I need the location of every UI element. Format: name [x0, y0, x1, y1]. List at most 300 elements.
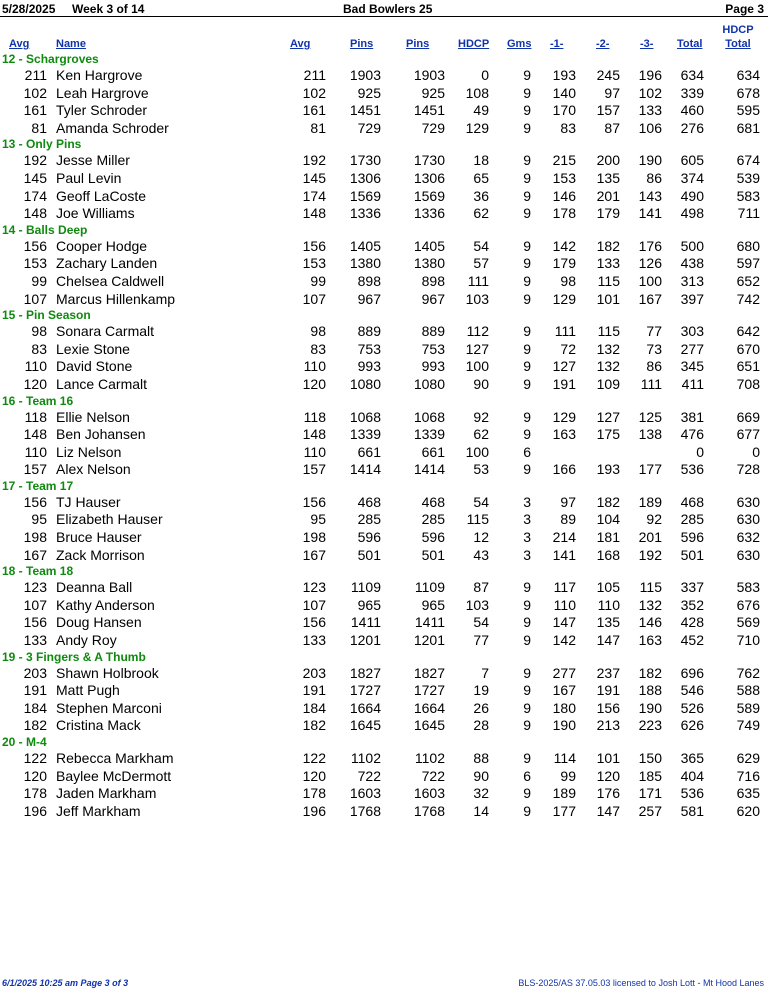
player-pins-2: 1903	[413, 67, 445, 83]
player-game-3: 163	[638, 632, 662, 649]
player-game-2: 245	[596, 67, 620, 83]
player-row	[0, 803, 768, 821]
player-avg-2: 156	[302, 237, 326, 254]
player-hdcp: 127	[465, 340, 489, 357]
player-games: 9	[523, 664, 531, 681]
player-hdcp-total: 711	[737, 205, 760, 222]
player-hdcp: 90	[473, 375, 489, 392]
player-hdcp-total: 742	[736, 290, 760, 307]
player-row	[0, 85, 768, 103]
player-pins: 967	[357, 290, 381, 307]
player-row	[0, 67, 768, 85]
player-row	[0, 205, 768, 223]
header-divider	[0, 16, 768, 17]
player-name: Paul Levin	[56, 169, 122, 186]
player-hdcp-total: 634	[736, 67, 760, 83]
player-game-3: 182	[638, 664, 662, 681]
player-game-1: 142	[552, 237, 576, 254]
player-game-1: 114	[553, 750, 576, 766]
col-header-name: Name	[56, 38, 86, 50]
player-total: 536	[680, 461, 704, 478]
player-game-2: 120	[596, 767, 620, 784]
player-game-2: 147	[596, 632, 620, 649]
player-pins-2: 468	[421, 493, 445, 510]
player-avg-2: 156	[302, 614, 326, 631]
player-game-2: 105	[596, 579, 620, 596]
player-pins-2: 1306	[413, 169, 445, 186]
player-game-3: 146	[638, 614, 662, 631]
player-game-1: 147	[552, 614, 576, 631]
player-hdcp-total: 635	[736, 785, 760, 802]
player-hdcp-total: 589	[736, 699, 760, 716]
player-game-1: 83	[560, 119, 576, 136]
player-pins: 925	[357, 84, 381, 101]
player-avg-2: 99	[310, 272, 326, 289]
player-pins: 1102	[350, 750, 381, 766]
player-avg: 110	[24, 443, 47, 460]
team-section	[0, 223, 768, 308]
player-name: Leah Hargrove	[56, 84, 149, 101]
player-games: 9	[523, 102, 531, 119]
player-avg-2: 178	[302, 785, 326, 802]
player-name: Ben Johansen	[56, 426, 146, 443]
player-total: 365	[680, 750, 704, 766]
player-hdcp-total: 651	[736, 358, 760, 375]
player-name: Cristina Mack	[56, 717, 141, 734]
player-pins: 898	[357, 272, 381, 289]
player-hdcp-total: 708	[736, 375, 760, 392]
player-pins: 753	[357, 340, 381, 357]
player-pins-2: 1451	[413, 102, 445, 119]
col-header-total: Total	[677, 38, 703, 50]
player-avg-2: 203	[302, 664, 326, 681]
player-total: 626	[680, 717, 704, 734]
player-hdcp: 0	[481, 67, 489, 83]
player-total: 285	[680, 511, 704, 528]
player-avg: 203	[23, 664, 47, 681]
player-avg-2: 118	[303, 408, 326, 425]
player-game-2: 101	[596, 750, 620, 766]
player-avg: 211	[24, 67, 47, 83]
player-avg-2: 174	[302, 187, 326, 204]
player-row	[0, 102, 768, 120]
player-total: 404	[680, 767, 704, 784]
report-header	[0, 0, 768, 16]
player-pins-2: 1405	[413, 237, 445, 254]
player-avg-2: 107	[302, 290, 326, 307]
player-game-1: 129	[552, 290, 576, 307]
player-game-2: 182	[596, 237, 620, 254]
player-avg-2: 211	[303, 67, 326, 83]
player-game-1: 166	[552, 461, 576, 478]
player-pins: 1380	[349, 255, 381, 272]
player-game-1: 215	[552, 152, 576, 169]
player-total: 381	[680, 408, 704, 425]
league-title: Bad Bowlers 25	[343, 2, 433, 16]
player-game-2: 133	[596, 255, 620, 272]
player-game-1: 178	[552, 205, 576, 222]
team-title: 13 - Only Pins	[2, 137, 82, 152]
player-avg: 107	[23, 596, 47, 613]
player-hdcp-total: 583	[736, 187, 760, 204]
player-avg-2: 167	[302, 546, 326, 563]
player-row	[0, 341, 768, 359]
player-game-3: 106	[638, 119, 662, 136]
player-games: 9	[523, 237, 531, 254]
player-total: 277	[680, 340, 704, 357]
player-avg-2: 102	[302, 84, 326, 101]
report-footer	[0, 978, 768, 991]
team-section	[0, 650, 768, 735]
player-pins: 722	[357, 767, 381, 784]
player-game-3: 115	[639, 579, 662, 596]
team-title: 20 - M-4	[2, 735, 47, 749]
player-game-1: 180	[552, 699, 576, 716]
player-games: 3	[523, 546, 531, 563]
player-game-2: 115	[597, 323, 620, 340]
player-row	[0, 632, 768, 650]
player-name: Cooper Hodge	[56, 237, 148, 254]
player-game-2: 156	[596, 699, 620, 716]
player-game-1: 214	[552, 529, 576, 546]
report-week: Week 3 of 14	[72, 2, 145, 16]
player-pins: 1727	[349, 682, 381, 699]
player-pins-2: 889	[421, 323, 445, 340]
player-total: 0	[696, 443, 704, 460]
player-game-1: 140	[552, 84, 576, 101]
team-title: 14 - Balls Deep	[2, 222, 88, 237]
player-name: Ellie Nelson	[56, 408, 130, 425]
player-pins-2: 661	[421, 443, 445, 460]
player-pins: 661	[357, 443, 381, 460]
player-pins: 1336	[349, 205, 381, 222]
player-hdcp-total: 669	[736, 408, 760, 425]
player-avg: 95	[31, 511, 47, 528]
player-avg: 167	[23, 546, 47, 563]
report-date: 5/28/2025	[2, 2, 56, 16]
player-pins: 1405	[349, 237, 381, 254]
player-game-2: 176	[596, 785, 620, 802]
player-game-2: 168	[596, 546, 620, 563]
player-avg: 196	[23, 802, 47, 819]
player-pins: 1768	[349, 802, 381, 819]
col-header-games: Gms	[507, 38, 532, 50]
player-total: 276	[680, 119, 704, 136]
player-hdcp-total: 678	[736, 84, 760, 101]
player-game-3: 188	[638, 682, 662, 699]
player-hdcp: 111	[467, 272, 489, 289]
player-pins-2: 967	[421, 290, 445, 307]
player-name: Matt Pugh	[56, 682, 120, 699]
player-hdcp: 112	[466, 323, 489, 340]
player-hdcp-total: 716	[736, 767, 760, 784]
player-games: 9	[523, 785, 531, 802]
player-hdcp: 103	[465, 290, 489, 307]
player-avg: 182	[23, 717, 47, 734]
player-row	[0, 614, 768, 632]
player-game-1: 170	[552, 102, 576, 119]
player-pins: 1664	[349, 699, 381, 716]
player-pins-2: 898	[421, 272, 445, 289]
player-game-3: 86	[646, 358, 662, 375]
player-hdcp-total: 676	[736, 596, 760, 613]
player-name: Baylee McDermott	[56, 767, 172, 784]
player-pins-2: 1645	[413, 717, 445, 734]
player-hdcp: 100	[465, 443, 489, 460]
player-pins-2: 1109	[414, 579, 445, 596]
player-games: 9	[523, 750, 531, 766]
player-total: 501	[680, 546, 704, 563]
player-pins: 1645	[349, 717, 381, 734]
player-avg: 120	[23, 375, 47, 392]
player-name: Geoff LaCoste	[56, 187, 147, 204]
player-name: Deanna Ball	[56, 579, 133, 596]
player-hdcp: 43	[473, 546, 489, 563]
player-pins: 1109	[350, 579, 381, 596]
player-avg-2: 192	[302, 152, 326, 169]
player-game-2: 213	[596, 717, 620, 734]
player-games: 9	[523, 426, 531, 443]
player-game-3: 143	[638, 187, 662, 204]
player-avg-2: 156	[302, 493, 326, 510]
player-row	[0, 511, 768, 529]
col-header-hdcp: HDCP	[458, 38, 490, 50]
player-name: TJ Hauser	[56, 493, 121, 510]
player-avg-2: 107	[302, 596, 326, 613]
player-hdcp-total: 677	[736, 426, 760, 443]
player-name: Sonara Carmalt	[56, 323, 155, 340]
player-row	[0, 750, 768, 768]
player-game-1: 89	[560, 511, 576, 528]
player-pins-2: 753	[421, 340, 445, 357]
col-header-hdcp-total-line1: HDCP	[722, 24, 754, 36]
player-row	[0, 768, 768, 786]
team-list	[0, 52, 768, 820]
player-hdcp: 115	[466, 511, 489, 528]
player-hdcp: 32	[473, 785, 489, 802]
player-pins: 1603	[349, 785, 381, 802]
player-games: 9	[523, 84, 531, 101]
player-total: 438	[680, 255, 704, 272]
player-hdcp-total: 670	[736, 340, 760, 357]
player-hdcp: 49	[473, 102, 489, 119]
player-game-1: 190	[552, 717, 576, 734]
player-game-1: 99	[560, 767, 576, 784]
player-games: 9	[523, 290, 531, 307]
player-hdcp-total: 629	[736, 750, 760, 766]
player-game-1: 97	[560, 493, 576, 510]
player-total: 337	[680, 579, 704, 596]
player-hdcp: 19	[473, 682, 489, 699]
player-hdcp-total: 620	[736, 802, 760, 819]
player-row	[0, 170, 768, 188]
player-row	[0, 291, 768, 309]
player-total: 452	[680, 632, 704, 649]
player-total: 696	[680, 664, 704, 681]
player-games: 3	[523, 511, 531, 528]
player-pins: 285	[357, 511, 381, 528]
player-avg: 191	[23, 682, 47, 699]
player-game-2: 191	[596, 682, 620, 699]
player-total: 596	[680, 529, 704, 546]
player-games: 9	[523, 717, 531, 734]
player-game-1: 141	[552, 546, 576, 563]
player-pins: 889	[357, 323, 381, 340]
player-total: 498	[680, 205, 704, 222]
player-name: Zachary Landen	[56, 255, 158, 272]
player-game-3: 138	[638, 426, 662, 443]
player-game-1: 153	[552, 169, 576, 186]
player-total: 634	[680, 67, 704, 83]
player-pins-2: 596	[421, 529, 445, 546]
player-game-1: 98	[560, 272, 576, 289]
player-games: 9	[523, 579, 531, 596]
player-avg: 148	[23, 426, 47, 443]
player-row	[0, 255, 768, 273]
player-avg: 110	[24, 358, 47, 375]
player-game-2: 201	[596, 187, 620, 204]
player-pins-2: 1339	[413, 426, 445, 443]
player-name: Shawn Holbrook	[56, 664, 159, 681]
player-name: Rebecca Markham	[56, 750, 174, 766]
player-game-1: 193	[552, 67, 576, 83]
player-pins-2: 1080	[413, 375, 445, 392]
player-row	[0, 358, 768, 376]
player-avg: 184	[23, 699, 47, 716]
player-game-1: 191	[552, 375, 576, 392]
player-games: 9	[523, 205, 531, 222]
team-section	[0, 52, 768, 137]
player-avg-2: 161	[302, 102, 326, 119]
player-pins-2: 1569	[413, 187, 445, 204]
player-game-2: 127	[596, 408, 620, 425]
player-pins-2: 1603	[413, 785, 445, 802]
player-game-2: 109	[596, 375, 620, 392]
player-hdcp-total: 710	[736, 632, 760, 649]
player-hdcp-total: 588	[736, 682, 760, 699]
player-game-3: 100	[638, 272, 662, 289]
player-hdcp: 87	[473, 579, 489, 596]
player-game-1: 146	[552, 187, 576, 204]
player-game-2: 97	[604, 84, 620, 101]
player-game-2: 200	[596, 152, 620, 169]
player-row	[0, 785, 768, 803]
player-name: Jeff Markham	[56, 802, 141, 819]
player-game-3: 126	[638, 255, 662, 272]
player-avg-2: 145	[302, 169, 326, 186]
player-total: 313	[680, 272, 704, 289]
col-header-pins: Pins	[350, 38, 374, 50]
player-hdcp: 77	[473, 632, 489, 649]
player-games: 3	[523, 529, 531, 546]
player-name: Marcus Hillenkamp	[56, 290, 176, 307]
player-game-3: 132	[638, 596, 662, 613]
player-games: 9	[523, 272, 531, 289]
player-name: Jesse Miller	[56, 152, 130, 169]
player-game-3: 125	[638, 408, 662, 425]
player-total: 476	[680, 426, 704, 443]
player-row	[0, 409, 768, 427]
player-total: 345	[680, 358, 704, 375]
player-name: Ken Hargrove	[56, 67, 143, 83]
player-game-2: 182	[596, 493, 620, 510]
player-name: Lexie Stone	[56, 340, 130, 357]
col-header-avg: Avg	[9, 38, 30, 50]
player-total: 352	[680, 596, 704, 613]
player-row	[0, 444, 768, 462]
player-row	[0, 152, 768, 170]
player-game-2: 181	[596, 529, 620, 546]
player-pins: 1306	[349, 169, 381, 186]
player-row	[0, 682, 768, 700]
player-game-3: 133	[638, 102, 662, 119]
player-avg-2: 148	[302, 426, 326, 443]
player-game-3: 223	[638, 717, 662, 734]
player-hdcp-total: 539	[736, 169, 760, 186]
team-title: 15 - Pin Season	[2, 308, 91, 323]
player-game-1: 117	[553, 579, 576, 596]
col-header-hdcp-total-line2: Total	[725, 38, 751, 50]
player-avg-2: 122	[302, 750, 326, 766]
player-hdcp-total: 749	[736, 717, 760, 734]
player-game-3: 190	[638, 152, 662, 169]
player-avg: 81	[31, 119, 47, 136]
player-hdcp-total: 674	[736, 152, 760, 169]
player-game-3: 201	[638, 529, 662, 546]
player-games: 9	[523, 340, 531, 357]
player-avg-2: 98	[310, 323, 326, 340]
player-hdcp-total: 569	[736, 614, 760, 631]
player-game-2: 193	[596, 461, 620, 478]
player-total: 546	[680, 682, 704, 699]
player-avg: 157	[23, 461, 47, 478]
player-avg: 153	[23, 255, 47, 272]
player-game-1: 110	[553, 596, 576, 613]
player-hdcp-total: 630	[736, 493, 760, 510]
page-number: Page 3	[725, 2, 764, 16]
col-header-game-1: -1-	[550, 38, 564, 50]
player-avg: 198	[23, 529, 47, 546]
player-games: 9	[523, 461, 531, 478]
player-avg-2: 120	[302, 767, 326, 784]
player-pins-2: 993	[421, 358, 445, 375]
player-game-3: 192	[638, 546, 662, 563]
player-game-2: 135	[596, 614, 620, 631]
player-total: 536	[680, 785, 704, 802]
player-game-3: 150	[638, 750, 662, 766]
player-game-3: 77	[646, 323, 662, 340]
player-game-3: 111	[640, 375, 662, 392]
player-game-2: 87	[604, 119, 620, 136]
player-games: 9	[523, 682, 531, 699]
license-notice: BLS-2025/AS 37.05.03 licensed to Josh Lott - Mt Hood Lanes	[518, 978, 764, 988]
player-games: 3	[523, 493, 531, 510]
player-pins-2: 1727	[413, 682, 445, 699]
player-pins-2: 1068	[413, 408, 445, 425]
player-row	[0, 579, 768, 597]
player-avg-2: 95	[310, 511, 326, 528]
player-name: Kathy Anderson	[56, 596, 155, 613]
player-avg-2: 83	[310, 340, 326, 357]
player-total: 468	[680, 493, 704, 510]
player-game-1: 72	[560, 340, 576, 357]
player-pins-2: 285	[421, 511, 445, 528]
player-hdcp: 14	[473, 802, 489, 819]
player-avg: 98	[31, 323, 47, 340]
player-avg: 178	[23, 785, 47, 802]
player-game-2: 110	[597, 596, 620, 613]
player-game-3: 73	[646, 340, 662, 357]
